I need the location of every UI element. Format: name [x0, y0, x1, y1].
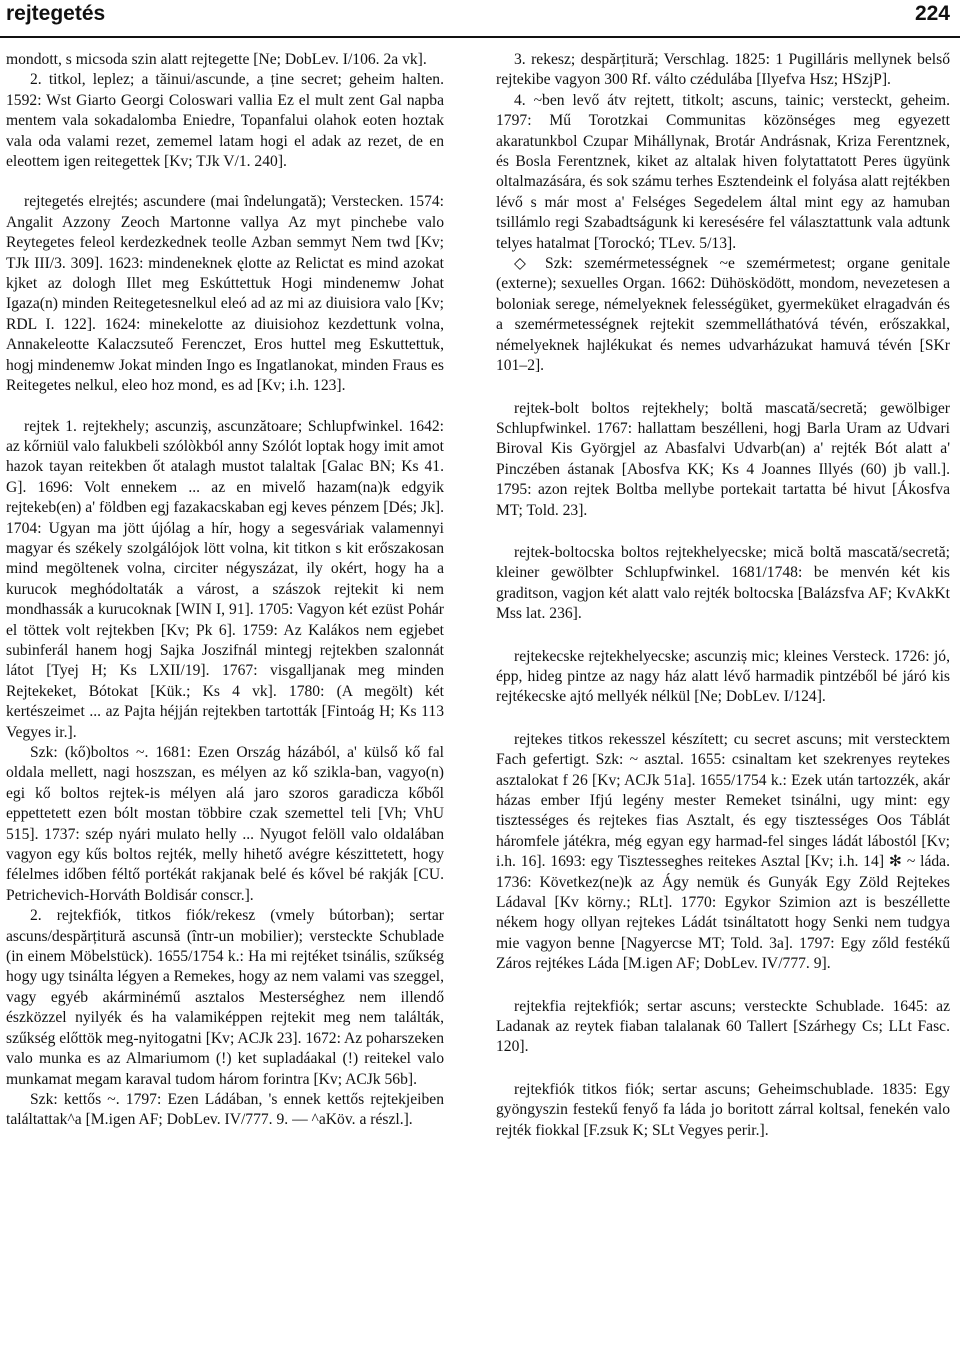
entry-paragraph: mondott, s micsoda szin alatt rejtegette [Ne; DobLev. I/106. 2a vk]. [6, 51, 427, 68]
entry-paragraph: 4. ~ben levő átv rejtett, titkolt; ascuns, tainic; versteckt, geheim. 1797: Mű Torotzkai Communitas közönséges meg egyezett akaratunkbol Czupar Mihállynak, Brotár Andrásnak, Kriza Ferentznek, és Bosla Ferentznek, kiket az altalak hiven folytattatott Peres ügyünk oltalmazására, és sok számu terhes Esztendeink el folyása alatt rejtékben lévő s már most a' Felséges Segedelem által mint egy az hamuban tsillámlo regi Szabadtságunk ki keresésére fel választattunk vala adtunk telyes hatalmat [Torockó; TLev. 5/13]. [496, 91, 950, 252]
entry-paragraph: rejtegetés elrejtés; ascundere (mai îndelungată); Verstecken. 1574: Angalit Azzony Zeoch Martonne vallya Az myt pinchebe valo Reytegetes feleol kerdezkednek teolle Azban semmyt Nem twd [Kv; TJk III/3. 309]. 1623: mindeneknek ęlotte az Relictat es mind azokat kjket az dologh Illet meg Eskúttettuk Hogi mindenemw Johat Igaza(n) minden Reitegetesnelkul eleó ad az mi az diuisiora valo [Kv; RDL I. 122]. 1624: minekelotte az diuisiohoz kezdettunk volna, Annakeleotte Kalaczsuteő Ferenczet, Eros huttel meg Eskuttettuk, hogj mindenemw Jokat minden Ingo es Ingatlanokat, minden Fraus es Reitegetes nelkul, eleo hoz mond, es ad [Kv; i.h. 123]. [6, 193, 444, 395]
entry-paragraph: rejtekfia rejtekfiók; sertar ascuns; versteckte Schublade. 1645: az Ladanak az reytek fiaban talalanak 60 Tallert [Szárhegy Cs; LLt Fasc. 120]. [496, 997, 950, 1056]
entry-paragraph: rejtek-boltocska boltos rejtekhelyecske; mică boltă mascată/secretă; kleiner gewölbter Schlupfwinkel. 1681/1748: be menvén két kis graditson, vagjon két alatt valo rejték boltocska [Balázsfva AF; KvAkKt Mss lat. 236]. [496, 543, 950, 623]
entry-paragraph: 3. rekesz; despărțitură; Verschlag. 1825: 1 Pugilláris mellynek belső rejtekibe vagyon 300 Rf. válto czédulába [Ilyefva Hsz; HSzjP]. [496, 51, 950, 89]
entry-paragraph: rejtekes titkos rekesszel készített; cu secret ascuns; mit verstecktem Fach gefertigt. Szk: ~ asztal. 1655: csinaltam ket szekrenyes reytekes asztalokat f 26 [Kv; ACJk 51a]. 1655/1754 k.: Ezek után tartozzék, akár házas ember Ifjú legény mester Remeket tsinálni, ugy mint: egy tisztességes és rejtekes fias Asztalt, és egy tisztességes Oos Táblát háromfele játékra, még egyan egy harmad-fel singes ládát lábostól [Kv; i.h. 16]. 1693: egy Tisztesseghes reitekes Asztal [Kv; i.h. 14] ✻ ~ láda. 1736: Következ(ne)k az Ágy nemük és Gunyák Egy Zöld Rejtekes Ládaval [Kv körny.; RLt]. 1770: Egykor Szimion azt is beszéllette nékem hogy ollyan rejtekes Ládát tsináltatott hogy Senki nem tudgya mie vagyon benne [Nagyercse MT; Told. 3a]. 1797: Egy zőld festékű Záros rejtékes Láda [M.igen AF; DobLev. IV/777. 9]. [496, 730, 950, 973]
left-column [6, 50, 444, 1131]
entry-paragraph: rejtekfiók titkos fiók; sertar ascuns; Geheimschublade. 1835: Egy gyöngyszin festekű fenyő fa láda jo boritott zárral koltsal, fenekén valo rejték fiokkal [F.zsuk K; SLt Vegyes perir.]. [496, 1080, 950, 1139]
entry-paragraph: rejtek-bolt boltos rejtekhely; boltă mascată/secretă; gewölbiger Schlupfwinkel. 1767: hallattam beszélleni, hogj Barla Uram az Udvari Biroval Kis Györgjel az Abasfalvi Udvarb(an) a' rejték Bót alatt a' Pinczében ástanak [Abosfva KK; Ks 4 Joannes Illyés (60) jb vall.]. 1795: azon rejtek Boltba mellybe portekait tartatta bé hivut [Ákosfva MT; Told. 23]. [496, 399, 950, 519]
right-column [496, 50, 950, 1141]
running-headword: rejtegetés [6, 2, 106, 25]
entry-paragraph: Szk: kettős ~. 1797: Ezen Ládában, 's ennek kettős rejtekjeiben találtattak^a [M.igen AF; DobLev. IV/777. 9. — ^aKöv. a részl.]. [6, 1090, 444, 1129]
entry-paragraph: 2. rejtekfiók, titkos fiók/rekesz (vmely bútorban); sertar ascuns/despărțitură ascunsă (într-un mobilier); versteckte Schublade (in einem Möbelstück). 1655/1754 k.: Ha mi rejtéket tsinális, szűkség hogy ugy tsinálta légyen a Remekes, hogy az nem valami vas szeggel, vagy egyéb akárminémű asztalos Mesterséghez nem illendő észközzel nyilyék és ha valamiképpen rejtekit meg nem találták, szűkség előttök meg-nyitogatni [Kv; ACJk 23]. 1672: Az poharszeken valo munka es az Almariumom (!) ket supladáakal (!) reitekel valo munkamat megam karaval tudom három forintra [Kv; ACJk 56b]. [6, 907, 444, 1088]
entry-paragraph: ◇ Szk: szemérmetességnek ~e szemérmetest; organe genitale (externe); sexuelles Organ. 1662: Dühösködött, mondom, nevezetesen a boloniak serege, némelyeknek felességüket, gyermeküket elragadván és a szemérmetességnek rejtekit szemmelláthatóvá tévén, erőszakkal, némelyeknek hajlékukat és nemes udvarházukat hamuvá tévén [SKr 101–2]. [496, 255, 950, 375]
entry-paragraph: rejtekecske rejtekhelyecske; ascunziș mic; kleines Versteck. 1726: jó, épp, hideg pintze az nagy ház alatt lévő harmadik pintzéből bé járó kis rejtékecske ajtó mellyék nélkül [Ne; DobLev. I/124]. [496, 647, 950, 706]
entry-paragraph: rejtek 1. rejtekhely; ascunziş, ascunzătoare; Schlupfwinkel. 1642: az kőrniül valo falukbeli szólòkból anny Szólót loptak hogy imit amot hazok tayan reitekben őt atalagh mustot talaltak [Galac BN; Ks 41. G]. 1696: Volt ennekem ... az en mivelő hazam(na)k edgyik rejtekeb(en) a' földben egj fazakacskaban egj keves pénzem [Dés; Jk]. 1704: Ugyan ma jött újólag a hír, hogy a segesváriak valamennyi magyar és székely szolgálójok lött volna, kit titkon s kit erőszakosan mind megöltenek volna, circiter négyszázat, ily okért, hogy ha a kurucok meghódoltaták a várost, a szászok rejtekit ki nem mondhassák a kurucoknak [WIN I, 91]. 1705: Vagyon két ezüst Pohár el töttek volt rejtekben [Kv; Pk 6]. 1759: Az Kalákos nem egjebet subinferál hanem hogj Sajka Joszifnál mintegj rejtekben szalonnát látot [Tyej H; Ks LXII/19]. 1767: visgalljanak meg minden Rejtekeket, Bótokat [Kük.; Ks 4 vk]. 1780: (A megölt) két kertészeimet ... az Pajta héjján rejtekben tartották [Fintoág H; Ks 113 Vegyes ir.]. [6, 417, 444, 741]
page-number: 224 [914, 2, 950, 25]
entry-paragraph: 2. titkol, leplez; a tăinui/ascunde, a ține secret; geheim halten. 1592: Wst Giarto Georgi Coloswari vallia Ez el mult zent Gal napba mentem vala sokadalomba Eniedre, Topanfalui olahok eoten hoztak vala oda valami rezet, zememel latam hogi el adak az rezet, de en eleottem igen reitegettek [Kv; TJk V/1. 240]. [6, 71, 444, 171]
entry-paragraph: Szk: (kő)boltos ~. 1681: Ezen Ország házából, a' külső kő fal oldala mellett, nagi hoszszan, es mélyen az kő szikla-ban, vagyo(n) egi kő boltos rejtek-is mélyen alá jaro szoros garadicza kőből eppettetett ezen bólt mostan többire czak szemettel teli [Vh; VhU 515]. 1737: szép nyári mulato helly ... Nyugot felöll valo oldalában vagyon egy kűs boltos rejték, melly hihető avégre készittetett, hogy félelmes időben féltő portékát rakjanak belé és kővel bé rakják [CU. Petrichevich-Horváth Boldisár conscr.]. [6, 744, 444, 904]
page-header [0, 0, 960, 38]
